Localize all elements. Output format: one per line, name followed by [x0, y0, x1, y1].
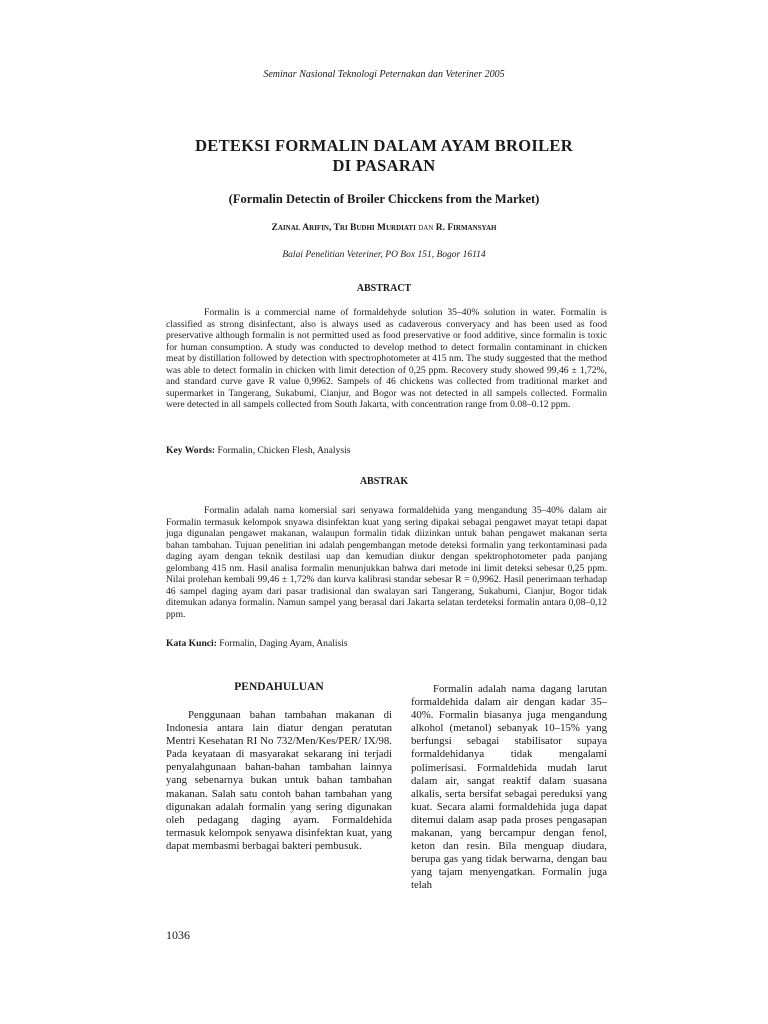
abstract-body: Formalin is a commercial name of formaldehyde solution 35–40% solution in water. Formalin is classified as strong disinfectant, also is always used as cadaverous converyacy and has been used as food preservative although formalin is not permitted used as food preservative or food additive, since formalin is toxic for human consumption. A study was conducted to develop method to detect formalin contaminant in chicken meat by distillation followed by detection with spectrophotometer at 415 nm. The study suggested that the method was able to detect formalin in chicken with limit detection of 0,25 ppm. Recovery study showed 99,46 ± 1,72%, and standard curve gave R value 0,9962. Sampels of 46 chickens was collected from traditional market and supermarket in Tangerang, Sukabumi, Cianjur, and Bogor was not detected in all sampels collected. Formalin were detected in all sampels collected from South Jakarta, with concentration range from 0.08–0.12 ppm. — [166, 307, 607, 410]
intro-left-column: Penggunaan bahan tambahan makanan di Indonesia antara lain diatur dengan peratutan Mentri Kesehatan RI No 732/Men/Kes/PER/ IX/98. Pada keyataan di masyarakat sekarang ini terjadi penyalahgunaan bahan-bahan tambahan lainnya yang sebenarnya bukan untuk bahan tambahan makanan. Salah satu contoh bahan tambahan yang digunakan adalah formalin yang sering digunakan oleh pedagang daging ayam. Formaldehida termasuk kelompok senyawa disinfektan kuat, yang dapat membasmi berbagai bakteri pembusuk. — [166, 709, 392, 852]
keywords-value: Formalin, Chicken Flesh, Analysis — [215, 445, 351, 456]
kata-kunci-label: Kata Kunci: — [166, 638, 217, 649]
title-line-1: DETEKSI FORMALIN DALAM AYAM BROILER — [195, 136, 573, 155]
page-number: 1036 — [166, 928, 190, 942]
abstract-keywords — [166, 445, 607, 456]
pendahuluan-heading: PENDAHULUAN — [234, 681, 324, 693]
abstract-heading: ABSTRACT — [356, 283, 412, 294]
abstrak-keywords — [166, 638, 607, 649]
title-line-2: DI PASARAN — [332, 156, 436, 175]
intro-right-column: Formalin adalah nama dagang larutan formaldehida dalam air dengan kadar 35–40%. Formalin biasanya juga mengandung alkohol (metanol) sebanyak 10–15% yang berfungsi sebagai stabilisator supaya formaldehidanya tidak mengalami polimerisasi. Formaldehida mudah larut dalam air, sangat reaktif dalam suasana alkalis, serta bersifat sebagai pereduksi yang kuat. Secara alami formaldehida juga dapat ditemui dalam asap pada proses pengasapan makanan, yang bercampur dengan fenol, keton dan resin. Bila menguap diudara, berupa gas yang tidak berwarna, dengan bau yang tajam menyengatkan. Formalin juga telah — [411, 683, 607, 892]
kata-kunci-value: Formalin, Daging Ayam, Analisis — [216, 638, 348, 649]
author-list — [0, 223, 768, 233]
paper-title — [0, 136, 768, 176]
keywords-label: Key Words: — [166, 445, 216, 456]
author-last: R. Firmansyah — [435, 223, 497, 233]
running-header: Seminar Nasional Teknologi Peternakan dan Veteriner 2005 — [263, 69, 505, 80]
affiliation: Balai Penelitian Veteriner, PO Box 151, Bogor 16114 — [282, 250, 486, 260]
paper-subtitle: (Formalin Detectin of Broiler Chicckens from the Market) — [228, 192, 540, 206]
author-names: Zainal Arifin, Tri Budhi Murdiati — [271, 223, 416, 233]
author-conjunction: dan — [415, 223, 436, 233]
abstrak-heading: ABSTRAK — [359, 476, 409, 487]
abstrak-body: Formalin adalah nama komersial sari senyawa formaldehida yang mengandung 35–40% dalam air Formalin termasuk kelompok snyawa disinfektan kuat yang sering dipakai sebagai pengawet mayat tetapi dapat juga digunalan pengawet makanan, walaupun formalin tidak diizinkan untuk bahan pengawet makanan serta bahan tambahan. Tujuan penelitian ini adalah pengembangan metode deteksi formalin yang terkontaminasi pada daging ayam dengan teknik destilasi uap dan kemudian diukur dengan spektrophotometer pada panjang gelombang 415 nm. Hasil analisa formalin menunjukkan bahwa dari metode ini limit deteksi sebesar 0,25 ppm. Nilai prolehan kembali 99,46 ± 1,72% dan kurva kalibrasi standar sebesar R = 0,9962. Hasil penerimaan terhadap 46 sampel daging ayam dari pasar tradisional dan swalayan sari Tangerang, Sukabumi, Cianjur, Bogor tidak ditemukan adanya formalin. Namun sampel yang berasal dari Jakarta selatan terdeteksi formalin antara 0,08–0,12 ppm. — [166, 505, 607, 620]
